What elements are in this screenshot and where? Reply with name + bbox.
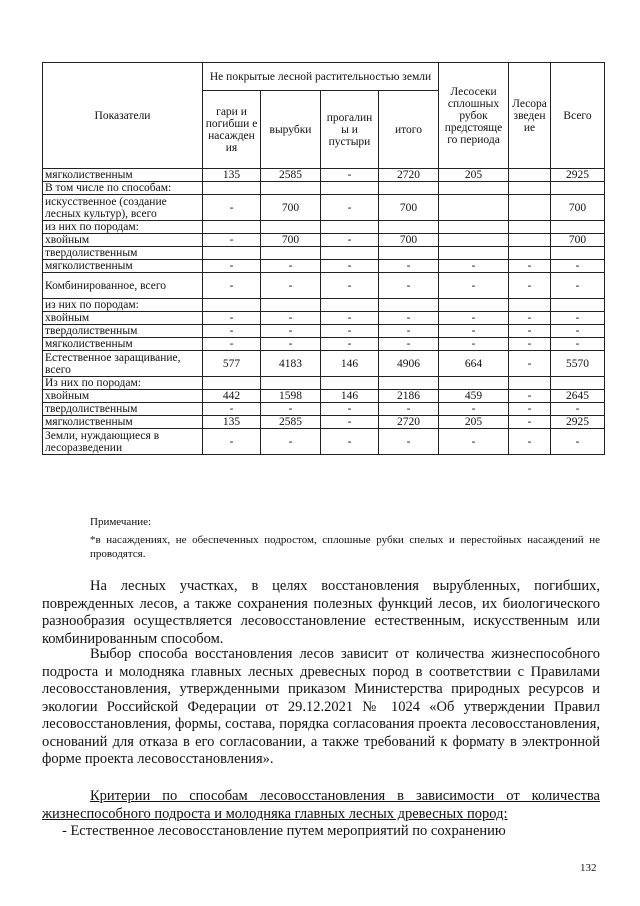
table-cell: - [379, 273, 439, 299]
table-cell: - [439, 260, 509, 273]
table-cell: - [203, 325, 261, 338]
table-cell: 700 [261, 234, 321, 247]
table-cell: - [551, 403, 605, 416]
table-cell: - [379, 312, 439, 325]
table-cell: 459 [439, 390, 509, 403]
table-cell: - [509, 403, 551, 416]
table-cell: - [203, 260, 261, 273]
table-cell: 700 [551, 234, 605, 247]
table-cell: - [261, 325, 321, 338]
paragraph-natural-reforestation: - Естественное лесовосстановление путем мероприятий по сохранению [62, 823, 506, 839]
row-label: мягколиственным [43, 169, 203, 182]
paragraph-criteria-heading: Критерии по способам лесовосстановления в зависимости от количества жизнеспособного подроста и молодняка главных лесных древесных пород: [42, 788, 600, 822]
table-cell: - [321, 273, 379, 299]
row-label: Земли, нуждающиеся в лесоразведении [43, 429, 203, 455]
table-cell [509, 247, 551, 260]
table-cell: - [321, 325, 379, 338]
table-cell: - [321, 195, 379, 221]
table-cell [261, 247, 321, 260]
table-cell [203, 182, 261, 195]
table-cell [261, 221, 321, 234]
table-cell [551, 377, 605, 390]
table-cell [509, 182, 551, 195]
table-cell [509, 169, 551, 182]
table-cell: - [439, 325, 509, 338]
note-text: *в насаждениях, не обеспеченных подростом, сплошные рубки спелых и перестойных насаждений не проводятся. [90, 534, 600, 560]
table-cell: 2186 [379, 390, 439, 403]
table-cell: 4183 [261, 351, 321, 377]
table-cell [203, 247, 261, 260]
table-cell: 442 [203, 390, 261, 403]
table-cell: - [321, 416, 379, 429]
table-cell: - [261, 273, 321, 299]
table-cell: 700 [551, 195, 605, 221]
note-block [90, 515, 600, 561]
row-label: мягколиственным [43, 338, 203, 351]
table-cell: - [203, 273, 261, 299]
reforestation-table [42, 62, 605, 455]
header-subtotal: итого [379, 91, 439, 169]
table-cell [439, 377, 509, 390]
table-row [43, 169, 605, 182]
row-label: твердолиственным [43, 403, 203, 416]
table-row [43, 221, 605, 234]
row-label: хвойным [43, 312, 203, 325]
table-cell: - [551, 273, 605, 299]
table-cell: - [439, 429, 509, 455]
table-cell: - [439, 403, 509, 416]
table-cell [321, 221, 379, 234]
table-row [43, 325, 605, 338]
table-cell [203, 299, 261, 312]
table-cell: - [509, 390, 551, 403]
table-row [43, 273, 605, 299]
header-not-covered: Не покрытые лесной растительностью земли [203, 63, 439, 91]
table-cell: 700 [261, 195, 321, 221]
table-cell: 700 [379, 195, 439, 221]
table-cell: - [509, 416, 551, 429]
table-cell [439, 195, 509, 221]
table-cell: - [321, 260, 379, 273]
table-cell: - [439, 273, 509, 299]
table-cell [509, 195, 551, 221]
table-row [43, 351, 605, 377]
table-cell: - [551, 325, 605, 338]
table-cell [203, 221, 261, 234]
table-row [43, 403, 605, 416]
row-label: хвойным [43, 234, 203, 247]
table-row [43, 247, 605, 260]
table-cell: - [261, 338, 321, 351]
table-row [43, 312, 605, 325]
table-cell: - [551, 429, 605, 455]
table-cell: - [439, 338, 509, 351]
table-cell [439, 182, 509, 195]
table-cell: - [261, 429, 321, 455]
header-glades: прогалин ы и пустыри [321, 91, 379, 169]
table-cell: 205 [439, 169, 509, 182]
table-cell [379, 299, 439, 312]
table-cell: 135 [203, 416, 261, 429]
table-cell [261, 377, 321, 390]
row-label: Комбинированное, всего [43, 273, 203, 299]
row-label: Из них по породам: [43, 377, 203, 390]
table-row [43, 338, 605, 351]
table-cell [509, 221, 551, 234]
table-cell [551, 247, 605, 260]
row-label: мягколиственным [43, 416, 203, 429]
header-future-cuts: Лесосеки сплошных рубок предстояще го периода [439, 63, 509, 169]
row-label: хвойным [43, 390, 203, 403]
table-cell: - [379, 325, 439, 338]
paragraph-reforestation-purpose: На лесных участках, в целях восстановления вырубленных, погибших, поврежденных лесов, а также сохранения полезных функций лесов, их биологического разнообразия осуществляется лесовосстановление естественным, искусственным или комбинированным способом. [42, 578, 600, 647]
table-cell: - [379, 260, 439, 273]
table-row [43, 260, 605, 273]
table-cell: - [551, 312, 605, 325]
table-cell: - [261, 403, 321, 416]
table-cell: - [509, 260, 551, 273]
table-cell: - [439, 312, 509, 325]
table-cell [551, 221, 605, 234]
header-clearcuts: вырубки [261, 91, 321, 169]
note-title: Примечание: [90, 516, 152, 528]
table-cell: - [203, 429, 261, 455]
row-label: твердолиственным [43, 325, 203, 338]
table-cell [321, 377, 379, 390]
header-total: Всего [551, 63, 605, 169]
table-row [43, 195, 605, 221]
header-indicators: Показатели [43, 63, 203, 169]
table-row [43, 377, 605, 390]
table-cell [261, 299, 321, 312]
table-cell: 2925 [551, 169, 605, 182]
row-label: В том числе по способам: [43, 182, 203, 195]
header-burned: гари и погибши е насажден ия [203, 91, 261, 169]
row-label: Естественное заращивание, всего [43, 351, 203, 377]
table-cell: 205 [439, 416, 509, 429]
table-row [43, 390, 605, 403]
table-cell: 2585 [261, 416, 321, 429]
page-number: 132 [580, 862, 597, 874]
table-cell: 4906 [379, 351, 439, 377]
table-cell: - [321, 234, 379, 247]
table-cell: 700 [379, 234, 439, 247]
table-cell: 2925 [551, 416, 605, 429]
table-cell: - [509, 312, 551, 325]
table-cell: 146 [321, 351, 379, 377]
table-cell: 2645 [551, 390, 605, 403]
table-cell: 577 [203, 351, 261, 377]
table-cell: - [321, 403, 379, 416]
table-cell [551, 299, 605, 312]
table-cell: - [379, 338, 439, 351]
table-cell: - [379, 429, 439, 455]
table-cell [551, 182, 605, 195]
table-cell: 146 [321, 390, 379, 403]
table-cell: 664 [439, 351, 509, 377]
table-cell [439, 234, 509, 247]
table-cell [203, 377, 261, 390]
row-label: из них по породам: [43, 299, 203, 312]
table-cell: - [261, 260, 321, 273]
table-cell [509, 299, 551, 312]
table-cell: - [509, 325, 551, 338]
row-label: твердолиственным [43, 247, 203, 260]
table-cell [379, 377, 439, 390]
row-label: искусственное (создание лесных культур), всего [43, 195, 203, 221]
table-cell [509, 377, 551, 390]
table-cell: - [261, 312, 321, 325]
table-cell: - [321, 169, 379, 182]
table-cell: - [551, 260, 605, 273]
table-cell [439, 221, 509, 234]
table-cell [379, 221, 439, 234]
table-cell: - [203, 195, 261, 221]
table-cell [321, 182, 379, 195]
table-cell [439, 247, 509, 260]
table-cell: - [203, 403, 261, 416]
table-cell: - [203, 234, 261, 247]
table-cell: 2720 [379, 416, 439, 429]
table-cell [261, 182, 321, 195]
table-cell: - [551, 338, 605, 351]
table-cell [379, 247, 439, 260]
table-cell [321, 299, 379, 312]
table-row [43, 299, 605, 312]
table-cell: - [509, 338, 551, 351]
table-cell: - [321, 429, 379, 455]
header-reforestation: Лесора зведен ие [509, 63, 551, 169]
table-cell: - [203, 338, 261, 351]
table-cell: - [509, 351, 551, 377]
table-cell: - [509, 273, 551, 299]
table-row [43, 416, 605, 429]
table-cell: 135 [203, 169, 261, 182]
table-cell: - [509, 429, 551, 455]
table-cell: - [379, 403, 439, 416]
table-row [43, 234, 605, 247]
table-cell [321, 247, 379, 260]
table-row [43, 182, 605, 195]
table-cell [509, 234, 551, 247]
row-label: из них по породам: [43, 221, 203, 234]
table-cell: 2585 [261, 169, 321, 182]
paragraph-method-choice: Выбор способа восстановления лесов зависит от количества жизнеспособного подроста и молодняка главных лесных древесных пород в соответствии с Правилами лесовосстановления, утвержденными приказом Министерства природных ресурсов и экологии Российской Федерации от 29.12.2021 № 1024 «Об утверждении Правил лесовосстановления, формы, состава, порядка согласования проекта лесовосстановления, оснований для отказа в его согласовании, а также требований к формату в электронной форме проекта лесовосстановления». [42, 646, 600, 767]
table-cell: - [321, 312, 379, 325]
table-cell [439, 299, 509, 312]
table-cell: 5570 [551, 351, 605, 377]
row-label: мягколиственным [43, 260, 203, 273]
table-cell: - [321, 338, 379, 351]
table-row [43, 429, 605, 455]
table-cell: - [203, 312, 261, 325]
table-cell [379, 182, 439, 195]
table-cell: 1598 [261, 390, 321, 403]
table-cell: 2720 [379, 169, 439, 182]
table-body [43, 169, 605, 455]
